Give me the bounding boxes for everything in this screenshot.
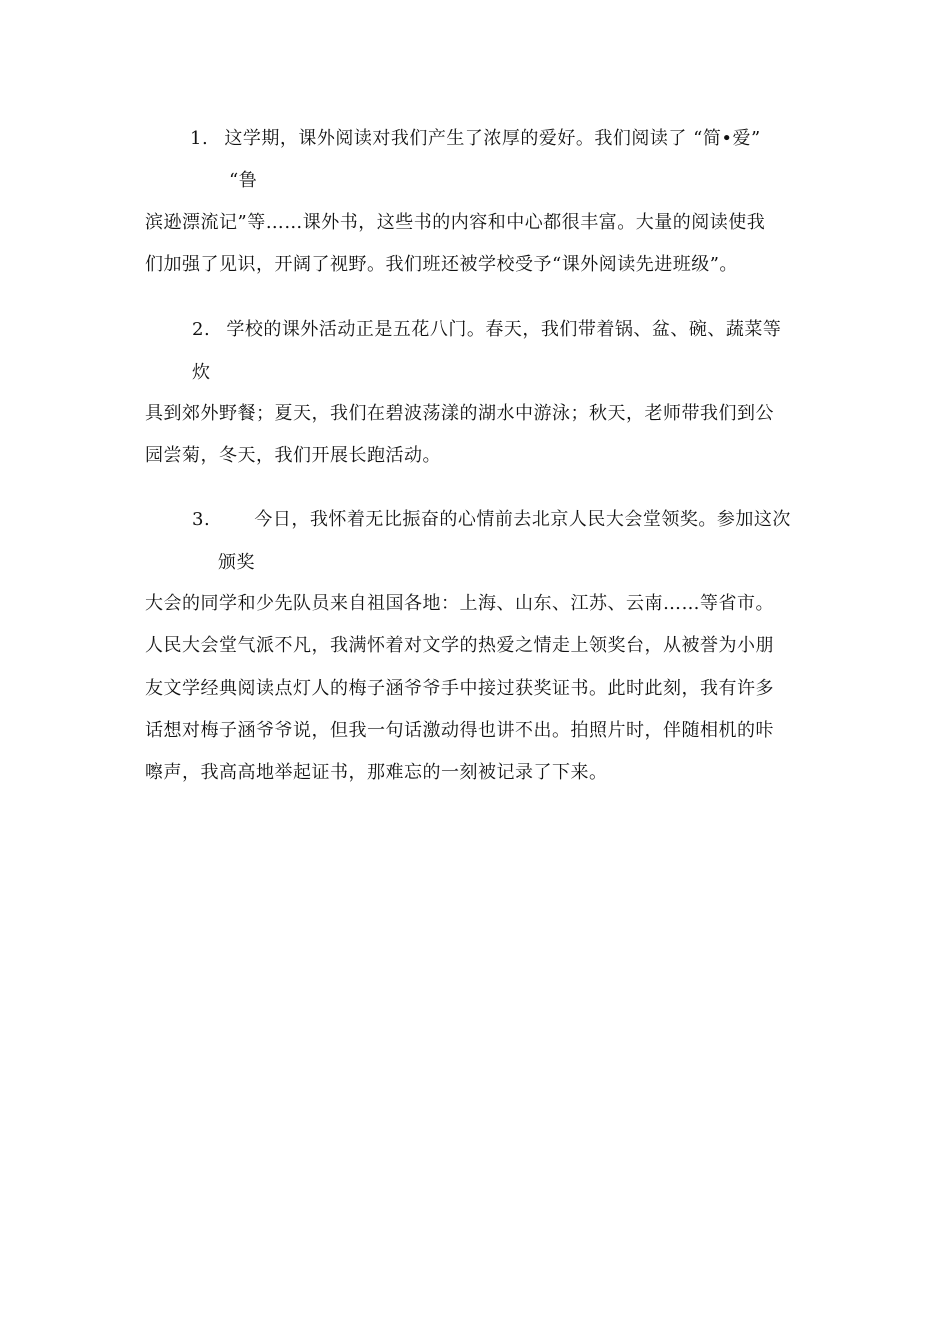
paragraph-3-line-7: 嚓声，我高高地举起证书，那难忘的一刻被记录了下来。 (145, 762, 608, 783)
paragraph-2-first-text: 学校的课外活动正是五花八门。春天，我们带着锅、盆、碗、蔬菜等 (226, 319, 782, 340)
paragraph-3-wrap-fragment: 颁奖 (218, 552, 255, 573)
paragraph-3-first-text: 今日，我怀着无比振奋的心情前去北京人民大会堂领奖。参加这次 (254, 509, 791, 530)
paragraph-2-line-4: 园尝菊，冬天，我们开展长跑活动。 (145, 445, 441, 466)
paragraph-1-line-4: 们加强了见识，开阔了视野。我们班还被学校受予“课外阅读先进班级”。 (145, 254, 738, 275)
paragraph-1-first-line (190, 127, 761, 151)
paragraph-1-line-3: 滨逊漂流记”等……课外书，这些书的内容和中心都很丰富。大量的阅读使我 (145, 212, 766, 233)
paragraph-2-first-line (192, 318, 781, 342)
paragraph-2-number: 2. (192, 319, 211, 340)
paragraph-1-wrap-fragment: “鲁 (229, 170, 258, 191)
paragraph-3-line-4: 人民大会堂气派不凡，我满怀着对文学的热爱之情走上领奖台，从被誉为小朋 (145, 635, 774, 656)
paragraph-3-line-5: 友文学经典阅读点灯人的梅子涵爷爷手中接过获奖证书。此时此刻，我有许多 (145, 678, 774, 699)
paragraph-2-wrap-fragment: 炊 (192, 362, 211, 383)
paragraph-1-first-text: 这学期，课外阅读对我们产生了浓厚的爱好。我们阅读了 “简•爱” (224, 128, 761, 149)
paragraph-3-line-3: 大会的同学和少先队员来自祖国各地：上海、山东、江苏、云南……等省市。 (145, 593, 774, 614)
paragraph-2-line-3: 具到郊外野餐；夏天，我们在碧波荡漾的湖水中游泳；秋天，老师带我们到公 (145, 403, 774, 424)
paragraph-3-number: 3. (192, 509, 211, 530)
paragraph-3-line-6: 话想对梅子涵爷爷说，但我一句话激动得也讲不出。拍照片时，伴随相机的咔 (145, 720, 774, 741)
paragraph-3-first-line (192, 508, 791, 532)
paragraph-1-number: 1. (190, 128, 209, 149)
